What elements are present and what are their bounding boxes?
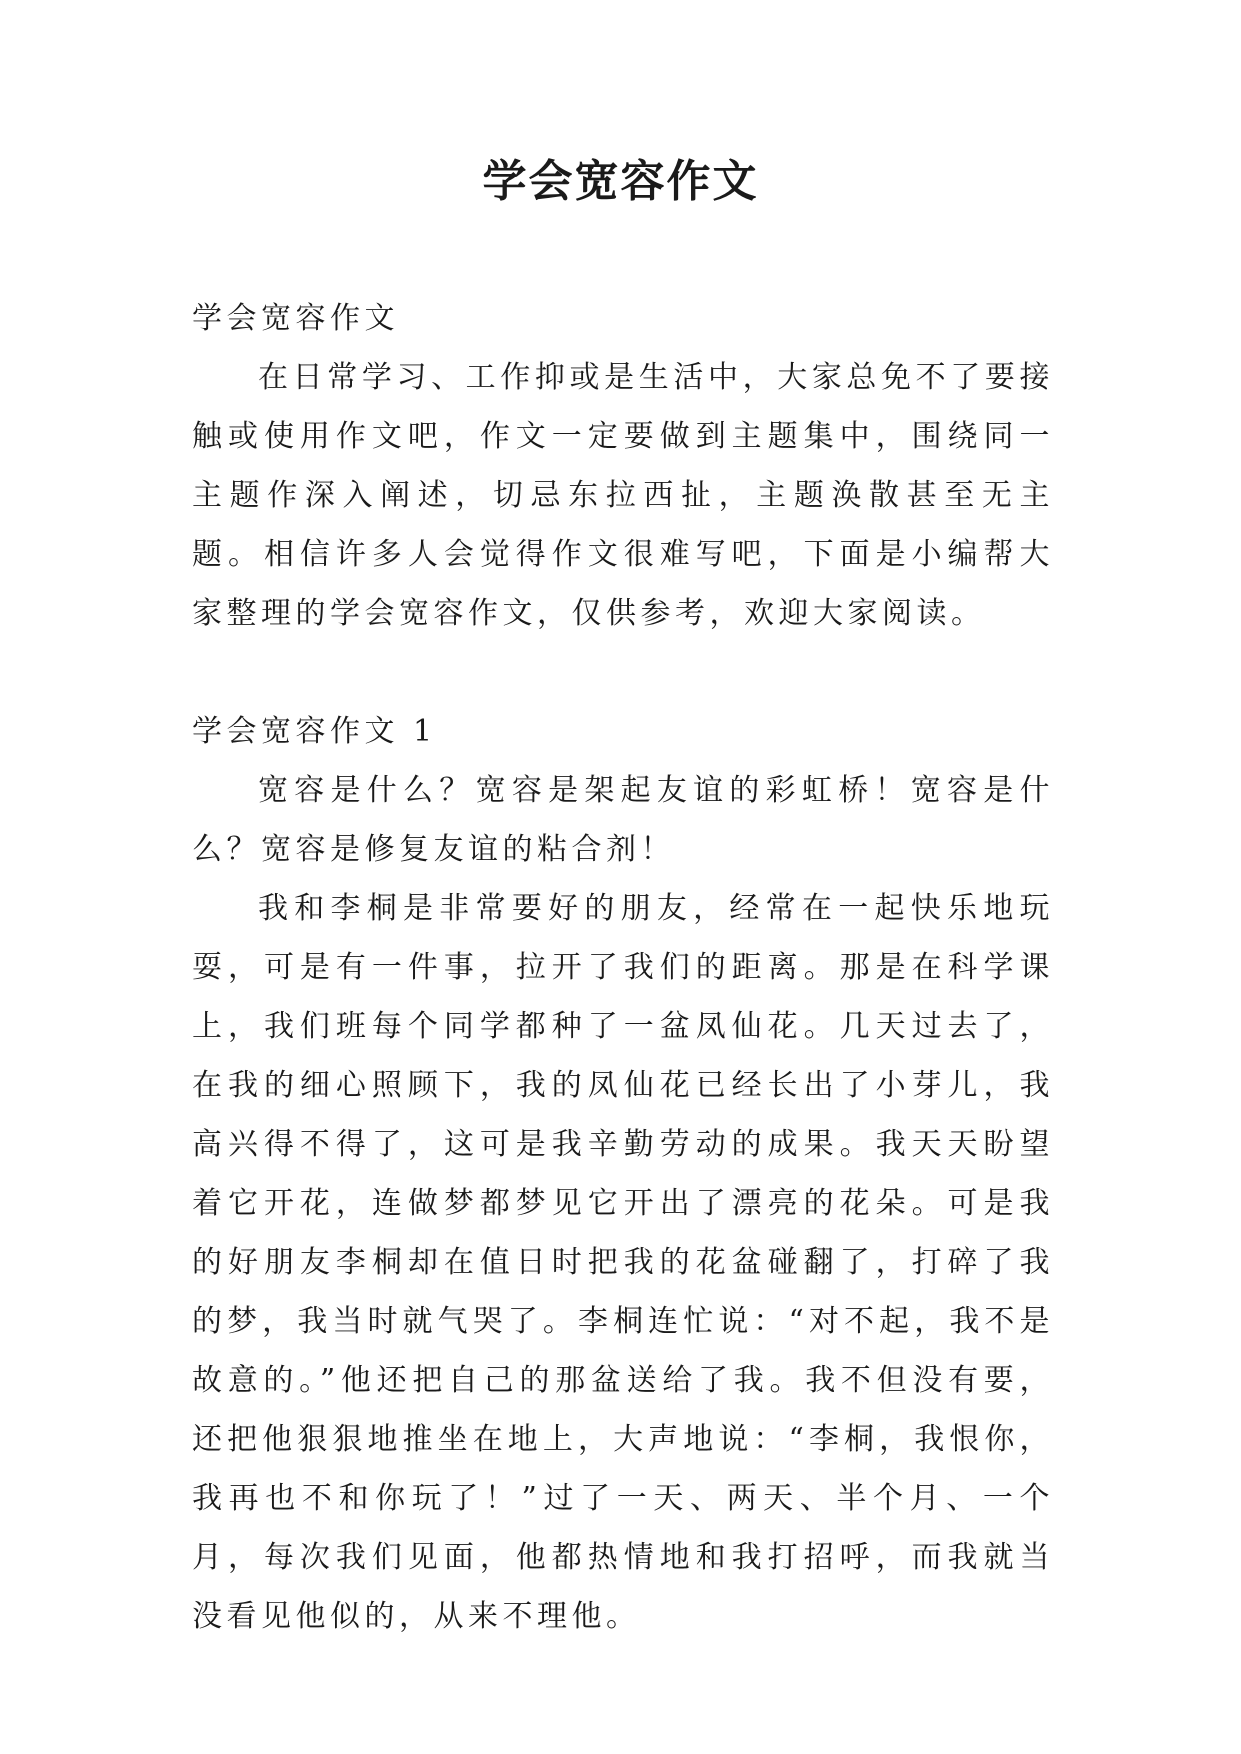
section-1-heading: 学会宽容作文 1 bbox=[192, 714, 437, 749]
document-title: 学会宽容作文 bbox=[482, 156, 759, 207]
section-spacer bbox=[192, 643, 1054, 702]
intro-heading: 学会宽容作文 bbox=[192, 301, 399, 336]
document-body bbox=[192, 289, 1054, 1646]
intro-paragraph: 在日常学习、工作抑或是生活中，大家总免不了要接触或使用作文吧，作文一定要做到主题集中，围绕同一主题作深入阐述，切忌东拉西扯，主题涣散甚至无主题。相信许多人会觉得作文很难写吧，下面是小编帮大家整理的学会宽容作文，仅供参考，欢迎大家阅读。 bbox=[192, 360, 1054, 631]
section-1-paragraph-2: 我和李桐是非常要好的朋友，经常在一起快乐地玩耍，可是有一件事，拉开了我们的距离。那是在科学课上，我们班每个同学都种了一盆凤仙花。几天过去了，在我的细心照顾下，我的凤仙花已经长出了小芽儿，我高兴得不得了，这可是我辛勤劳动的成果。我天天盼望着它开花，连做梦都梦见它开出了漂亮的花朵。可是我的好朋友李桐却在值日时把我的花盆碰翻了，打碎了我的梦，我当时就气哭了。李桐连忙说：“对不起，我不是故意的。”他还把自己的那盆送给了我。我不但没有要，还把他狠狠地推坐在地上，大声地说：“李桐，我恨你，我再也不和你玩了！”过了一天、两天、半个月、一个月，每次我们见面，他都热情地和我打招呼，而我就当没看见他似的，从来不理他。 bbox=[192, 891, 1054, 1634]
section-1-paragraph-1: 宽容是什么？宽容是架起友谊的彩虹桥！宽容是什么？宽容是修复友谊的粘合剂！ bbox=[192, 773, 1054, 867]
